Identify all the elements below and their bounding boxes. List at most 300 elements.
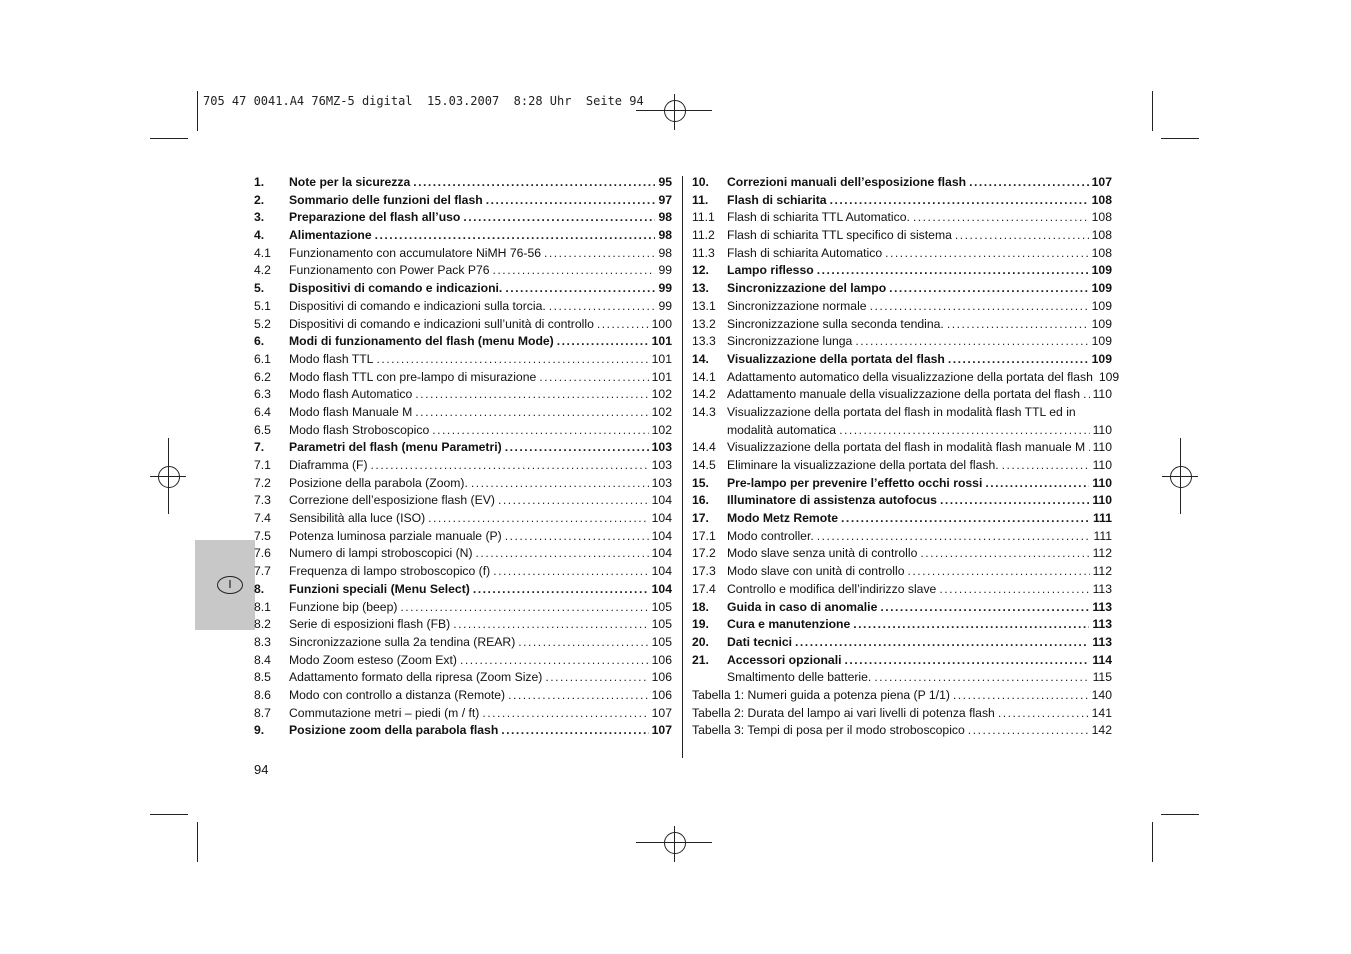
toc-entry-page: 109 — [1091, 281, 1112, 296]
dot-leader — [493, 564, 648, 578]
toc-entry-title: Sommario delle funzioni del flash — [289, 192, 483, 207]
toc-entry-page: 97 — [658, 192, 672, 207]
toc-entry — [692, 175, 1112, 193]
crop-mark — [1161, 138, 1199, 139]
toc-entry — [692, 193, 1112, 211]
toc-entry-page: 112 — [1092, 564, 1112, 579]
toc-entry — [254, 299, 672, 317]
toc-entry — [254, 635, 672, 653]
dot-leader — [830, 193, 1089, 207]
dot-leader — [948, 352, 1089, 366]
toc-entry-title: Sincronizzazione lunga — [727, 334, 853, 349]
toc-entry-number: 8.5 — [254, 670, 271, 685]
dot-leader — [471, 476, 649, 490]
toc-entry-title: Tabella 3: Tempi di posa per il modo stroboscopico — [692, 723, 965, 738]
toc-entry-number: 14. — [692, 351, 709, 366]
dot-leader — [539, 370, 648, 384]
toc-entry-title: Correzione dell’esposizione flash (EV) — [289, 493, 495, 508]
crop-mark — [1152, 91, 1153, 131]
toc-entry-title: Modo Metz Remote — [727, 511, 839, 526]
toc-entry — [692, 670, 1112, 688]
dot-leader — [463, 210, 655, 224]
toc-entry-title: Correzioni manuali dell’esposizione flash — [727, 175, 967, 189]
toc-entry-number: 7.4 — [254, 511, 271, 526]
toc-entry — [254, 458, 672, 476]
dot-leader — [415, 387, 648, 401]
toc-entry-page: 113 — [1092, 634, 1112, 649]
toc-entry — [692, 228, 1112, 246]
toc-entry-number: 7.2 — [254, 475, 271, 490]
toc-entry — [692, 546, 1112, 564]
toc-entry-page: 95 — [658, 175, 672, 189]
toc-entry-title: Potenza luminosa parziale manuale (P) — [289, 528, 502, 543]
toc-entry — [692, 299, 1112, 317]
toc-entry — [254, 405, 672, 423]
toc-entry — [254, 263, 672, 281]
toc-entry-title: Modo slave senza unità di controllo — [727, 546, 918, 561]
toc-entry-title: Parametri del flash (menu Parametri) — [289, 440, 502, 455]
dot-leader — [557, 334, 649, 348]
toc-entry — [254, 706, 672, 724]
toc-entry — [692, 688, 1112, 706]
toc-entry — [692, 600, 1112, 618]
toc-entry-page: 114 — [1092, 652, 1112, 667]
toc-entry-page: 104 — [651, 564, 672, 579]
toc-entry-title: Guida in caso di anomalie — [727, 599, 878, 614]
toc-entry-title: Dati tecnici — [727, 634, 793, 649]
dot-leader — [476, 546, 649, 560]
toc-entry — [692, 369, 1120, 388]
toc-entry-number: 8. — [254, 581, 265, 596]
toc-entry — [254, 317, 672, 335]
dot-leader — [486, 193, 656, 207]
toc-entry-title: Flash di schiarita Automatico — [727, 245, 883, 260]
column-divider — [682, 176, 683, 758]
toc-entry-page: 105 — [651, 634, 672, 649]
toc-entry — [254, 210, 672, 228]
toc-entry-title: Visualizzazione della portata del flash — [727, 351, 945, 366]
crop-mark — [197, 822, 198, 862]
toc-entry-number: 7.7 — [254, 564, 271, 579]
toc-entry — [254, 511, 672, 529]
toc-entry — [254, 564, 672, 582]
toc-entry-page: 102 — [651, 387, 672, 402]
dot-leader — [817, 529, 1091, 543]
toc-entry-page: 113 — [1092, 581, 1112, 596]
toc-entry-number: 17.2 — [692, 546, 716, 561]
toc-entry-page: 108 — [1091, 192, 1112, 207]
toc-entry — [692, 246, 1112, 264]
toc-entry-number: 14.1 — [692, 369, 716, 384]
toc-entry-page: 104 — [651, 546, 672, 561]
toc-entry-number: 8.1 — [254, 599, 271, 614]
toc-entry-page: 99 — [658, 263, 672, 278]
toc-entry-page: 102 — [651, 404, 672, 419]
toc-entry-title: Modo flash Automatico — [289, 387, 413, 402]
toc-entry-title: Modo flash Stroboscopico — [289, 422, 430, 437]
dot-leader — [985, 476, 1089, 490]
toc-entry-title: Modo flash Manuale M — [289, 404, 413, 419]
toc-entry-page: 109 — [1091, 351, 1112, 366]
toc-entry-number: 19. — [692, 617, 709, 632]
toc-entry — [692, 387, 1112, 405]
toc-entry-number: 5.1 — [254, 298, 271, 313]
toc-entry-title: Accessori opzionali — [727, 652, 842, 667]
toc-entry-page: 103 — [651, 458, 672, 472]
toc-entry — [692, 511, 1112, 529]
dot-leader — [518, 635, 648, 649]
toc-entry — [254, 387, 672, 405]
dot-leader — [795, 635, 1089, 649]
toc-entry-title: Flash di schiarita — [727, 192, 827, 207]
toc-entry-title: modalità automatica — [727, 422, 837, 437]
dot-leader — [844, 653, 1089, 667]
toc-entry — [692, 564, 1112, 582]
dot-leader — [482, 706, 648, 720]
toc-entry — [692, 281, 1112, 299]
toc-entry-number: 8.6 — [254, 687, 271, 702]
toc-entry-number: 4. — [254, 228, 265, 243]
toc-entry-page: 104 — [651, 581, 672, 596]
toc-entry — [692, 458, 1112, 476]
toc-entry-title: Frequenza di lampo stroboscopico (f) — [289, 564, 491, 579]
toc-entry-title: Funzionamento con accumulatore NiMH 76-56 — [289, 245, 541, 260]
toc-entry-page: 108 — [1091, 228, 1112, 243]
toc-entry-number: 5.2 — [254, 316, 271, 331]
toc-entry-number: 8.7 — [254, 705, 271, 720]
toc-entry-title: Sincronizzazione del lampo — [727, 281, 887, 296]
toc-entry — [254, 723, 672, 741]
dot-leader — [998, 706, 1089, 720]
toc-entry-page: 107 — [1091, 175, 1112, 189]
toc-entry-title: Preparazione del flash all’uso — [289, 210, 461, 225]
toc-entry — [692, 210, 1112, 228]
toc-entry-title: Tabella 1: Numeri guida a potenza piena (P 1/1) — [692, 687, 950, 702]
toc-entry — [254, 423, 672, 441]
dot-leader — [508, 688, 649, 702]
toc-entry-title: Modo flash TTL — [289, 351, 374, 366]
toc-entry-number: 6.4 — [254, 404, 271, 419]
toc-entry-page: 100 — [651, 316, 672, 331]
toc-entry — [254, 193, 672, 211]
dot-leader — [855, 334, 1088, 348]
toc-entry-title: Adattamento automatico della visualizzazione della portata del flash — [727, 369, 1093, 384]
toc-entry-page: 98 — [658, 210, 672, 225]
language-tab — [195, 540, 255, 630]
toc-entry-number: 5. — [254, 281, 265, 296]
toc-entry-title: Dispositivi di comando e indicazioni. — [289, 281, 503, 296]
toc-entry-number: 21. — [692, 652, 709, 667]
toc-entry — [692, 582, 1112, 600]
toc-entry-title: Modo Zoom esteso (Zoom Ext) — [289, 652, 457, 667]
toc-entry-page: 109 — [1098, 369, 1120, 384]
toc-entry — [692, 423, 1112, 441]
toc-entry — [254, 370, 672, 388]
toc-entry-number: 10. — [692, 175, 709, 189]
dot-leader — [1002, 458, 1090, 472]
toc-entry-page: 103 — [651, 475, 672, 490]
toc-entry-title: Modo controller. — [727, 528, 814, 543]
toc-entry-title: Sincronizzazione sulla seconda tendina. — [727, 316, 944, 331]
toc-entry-page: 140 — [1091, 687, 1112, 702]
toc-entry — [254, 670, 672, 688]
crop-mark — [197, 91, 198, 131]
toc-entry-number: 11.3 — [692, 245, 715, 260]
toc-entry-number: 9. — [254, 723, 265, 738]
toc-entry — [692, 440, 1112, 458]
dot-leader — [415, 405, 648, 419]
dot-leader — [841, 511, 1090, 525]
toc-entry-page: 110 — [1092, 458, 1112, 472]
toc-entry — [692, 653, 1112, 671]
toc-entry — [692, 635, 1112, 653]
toc-entry-title: Posizione zoom della parabola flash — [289, 723, 499, 738]
dot-leader — [953, 688, 1089, 702]
dot-leader — [544, 246, 655, 260]
toc-entry-page: 99 — [658, 281, 672, 296]
dot-leader — [969, 175, 1089, 189]
toc-entry-title: Adattamento formato della ripresa (Zoom Size) — [289, 670, 543, 685]
toc-entry-page: 109 — [1091, 263, 1112, 278]
toc-entry-page: 111 — [1093, 511, 1112, 526]
toc-entry-number: 17.4 — [692, 581, 716, 596]
toc-entry-title: Visualizzazione della portata del flash in modalità flash TTL ed in — [727, 404, 1076, 419]
dot-leader — [940, 493, 1089, 507]
toc-entry — [692, 334, 1112, 352]
crop-mark — [150, 814, 188, 815]
dot-leader — [505, 440, 649, 454]
toc-entry-page: 110 — [1092, 475, 1112, 490]
toc-entry — [254, 617, 672, 635]
toc-entry-title: Note per la sicurezza — [289, 175, 411, 189]
toc-entry-page: 107 — [651, 723, 672, 738]
toc-entry-page: 108 — [1091, 245, 1112, 260]
toc-entry-title: Controllo e modifica dell’indirizzo slave — [727, 581, 937, 596]
toc-entry-number: 6.2 — [254, 369, 271, 384]
toc-entry-page: 109 — [1091, 316, 1112, 331]
toc-entry-title: Dispositivi di comando e indicazioni sulla torcia. — [289, 298, 546, 313]
toc-entry-number: 1. — [254, 175, 265, 189]
toc-entry-number: 13. — [692, 281, 709, 296]
toc-entry-number: 8.4 — [254, 652, 271, 667]
dot-leader — [453, 617, 648, 631]
dot-leader — [889, 281, 1089, 295]
toc-entry — [254, 440, 672, 458]
toc-entry-number: 4.1 — [254, 245, 271, 260]
toc-entry-number: 7. — [254, 440, 265, 455]
dot-leader — [880, 600, 1089, 614]
crop-mark — [150, 138, 188, 139]
dot-leader — [839, 423, 1089, 437]
registration-circle — [664, 100, 686, 122]
toc-entry-number: 18. — [692, 599, 709, 614]
toc-entry-number: 6. — [254, 334, 265, 349]
toc-entry-title: Modo flash TTL con pre-lampo di misurazione — [289, 369, 537, 384]
toc-entry-number: 8.3 — [254, 634, 271, 649]
dot-leader — [853, 617, 1089, 631]
toc-entry — [692, 706, 1112, 724]
dot-leader — [549, 299, 656, 313]
toc-entry-number: 13.1 — [692, 298, 716, 313]
toc-entry — [692, 352, 1112, 370]
toc-entry — [692, 723, 1112, 741]
registration-circle — [1170, 466, 1192, 488]
toc-entry-title: Illuminatore di assistenza autofocus — [727, 493, 937, 508]
toc-entry-page: 142 — [1091, 723, 1112, 738]
dot-leader — [947, 317, 1089, 331]
toc-entry-number: 14.2 — [692, 387, 716, 402]
toc-entry-title: Serie di esposizioni flash (FB) — [289, 617, 451, 632]
toc-entry-title: Lampo riflesso — [727, 263, 814, 278]
toc-entry-number: 14.4 — [692, 440, 716, 455]
toc-entry-page: 107 — [651, 705, 672, 720]
toc-entry-page: 113 — [1092, 617, 1112, 632]
toc-entry-title: Modi di funzionamento del flash (menu Mode) — [289, 334, 554, 349]
crop-mark — [1161, 814, 1199, 815]
toc-entry-number: 6.1 — [254, 351, 271, 366]
toc-entry-page: 110 — [1092, 422, 1112, 437]
toc-entry-page: 104 — [651, 528, 672, 543]
toc-entry-page: 113 — [1092, 599, 1112, 614]
toc-entry-page: 115 — [1092, 670, 1112, 685]
toc-entry-page: 109 — [1091, 298, 1112, 313]
registration-circle — [158, 466, 180, 488]
toc-entry — [254, 228, 672, 246]
toc-entry-number: 7.3 — [254, 493, 271, 508]
toc-entry-number: 3. — [254, 210, 265, 225]
toc-entry-number: 7.5 — [254, 528, 271, 543]
dot-leader — [413, 175, 655, 189]
dot-leader — [498, 493, 649, 507]
dot-leader — [400, 600, 648, 614]
toc-right-column — [692, 175, 1120, 741]
dot-leader — [885, 246, 1089, 260]
toc-entry — [254, 476, 672, 494]
toc-entry-number: 16. — [692, 493, 709, 508]
toc-entry-page: 105 — [651, 599, 672, 614]
toc-entry-title: Flash di schiarita TTL Automatico. — [727, 210, 910, 225]
toc-entry-number: 11.1 — [692, 210, 715, 225]
dot-leader — [920, 546, 1089, 560]
toc-entry-page: 104 — [651, 511, 672, 526]
toc-entry-title: Cura e manutenzione — [727, 617, 851, 632]
toc-entry — [692, 263, 1112, 281]
toc-entry-title: Funzionamento con Power Pack P76 — [289, 263, 490, 278]
toc-entry-title: Modo slave con unità di controllo — [727, 564, 905, 579]
language-letter: I — [217, 576, 243, 594]
toc-entry-page: 99 — [658, 298, 672, 313]
toc-entry-number: 11. — [692, 192, 709, 207]
toc-entry-page: 108 — [1091, 210, 1112, 225]
toc-entry — [692, 405, 1112, 423]
dot-leader — [428, 511, 649, 525]
toc-entry-number: 13.3 — [692, 334, 716, 349]
toc-entry-title: Commutazione metri – piedi (m / ft) — [289, 705, 480, 720]
toc-entry-title: Funzione bip (beep) — [289, 599, 398, 614]
dot-leader — [493, 263, 656, 277]
toc-entry-title: Alimentazione — [289, 228, 372, 243]
toc-entry-page: 112 — [1092, 546, 1112, 561]
toc-entry-title: Numero di lampi stroboscopici (N) — [289, 546, 473, 561]
toc-entry-title: Tabella 2: Durata del lampo ai vari livelli di potenza flash — [692, 705, 995, 720]
dot-leader — [913, 210, 1089, 224]
toc-entry-page: 105 — [651, 617, 672, 632]
dot-leader — [1088, 440, 1089, 454]
dot-leader — [375, 228, 656, 242]
toc-entry-title: Modo con controllo a distanza (Remote) — [289, 687, 506, 702]
toc-entry — [692, 317, 1112, 335]
dot-leader — [870, 299, 1089, 313]
dot-leader — [939, 582, 1089, 596]
toc-entry-page: 110 — [1092, 493, 1112, 508]
toc-entry-number: 2. — [254, 192, 265, 207]
toc-entry-title: Sincronizzazione normale — [727, 298, 867, 313]
toc-entry-number: 15. — [692, 475, 709, 490]
toc-entry-number: 13.2 — [692, 316, 716, 331]
toc-entry-page: 111 — [1093, 528, 1112, 543]
toc-entry-page: 103 — [651, 440, 672, 455]
toc-entry-page: 106 — [651, 687, 672, 702]
page-number: 94 — [254, 762, 269, 777]
toc-entry-title: Sincronizzazione sulla 2a tendina (REAR) — [289, 634, 516, 649]
toc-entry-number: 6.3 — [254, 387, 271, 402]
toc-entry — [254, 600, 672, 618]
toc-entry-title: Smaltimento delle batterie. — [727, 670, 872, 685]
toc-entry — [692, 617, 1112, 635]
toc-entry-page: 104 — [651, 493, 672, 508]
dot-leader — [955, 228, 1089, 242]
toc-entry-page: 110 — [1092, 440, 1112, 455]
toc-entry-number: 6.5 — [254, 422, 271, 437]
print-header: 705 47 0041.A4 76MZ-5 digital 15.03.2007 8:28 Uhr Seite 94 — [203, 94, 644, 108]
toc-entry-title: Funzioni speciali (Menu Select) — [289, 581, 470, 596]
toc-entry-number: 17.1 — [692, 528, 716, 543]
dot-leader — [432, 423, 648, 437]
toc-entry-number: 14.3 — [692, 404, 716, 419]
toc-entry — [254, 688, 672, 706]
dot-leader — [505, 281, 655, 295]
toc-entry — [254, 175, 672, 193]
toc-entry-page: 141 — [1091, 705, 1112, 720]
toc-entry — [692, 529, 1112, 547]
toc-entry-page: 101 — [651, 351, 672, 366]
toc-entry-number: 7.6 — [254, 546, 271, 561]
toc-entry-title: Posizione della parabola (Zoom). — [289, 475, 468, 490]
toc-entry-number: 8.2 — [254, 617, 271, 632]
toc-entry — [254, 546, 672, 564]
dot-leader — [908, 564, 1090, 578]
toc-entry — [254, 653, 672, 671]
toc-entry-page: 98 — [658, 228, 672, 243]
toc-entry-title: Visualizzazione della portata del flash in modalità flash manuale M — [727, 440, 1086, 455]
toc-entry-title: Eliminare la visualizzazione della portata del flash. — [727, 458, 999, 472]
toc-entry-page: 101 — [651, 369, 672, 384]
toc-entry-page: 106 — [651, 670, 672, 685]
toc-entry — [254, 334, 672, 352]
toc-entry-page: 98 — [658, 245, 672, 260]
dot-leader — [597, 317, 649, 331]
crop-mark — [1152, 822, 1153, 862]
registration-circle — [664, 832, 686, 854]
dot-leader — [371, 458, 649, 472]
dot-leader — [460, 653, 649, 667]
toc-entry-number: 17. — [692, 511, 709, 526]
dot-leader — [501, 723, 648, 737]
toc-entry-title: Adattamento manuale della visualizzazione della portata del flash — [727, 387, 1080, 402]
toc-entry — [254, 529, 672, 547]
dot-leader — [376, 352, 648, 366]
toc-entry-title: Flash di schiarita TTL specifico di sistema — [727, 228, 952, 243]
